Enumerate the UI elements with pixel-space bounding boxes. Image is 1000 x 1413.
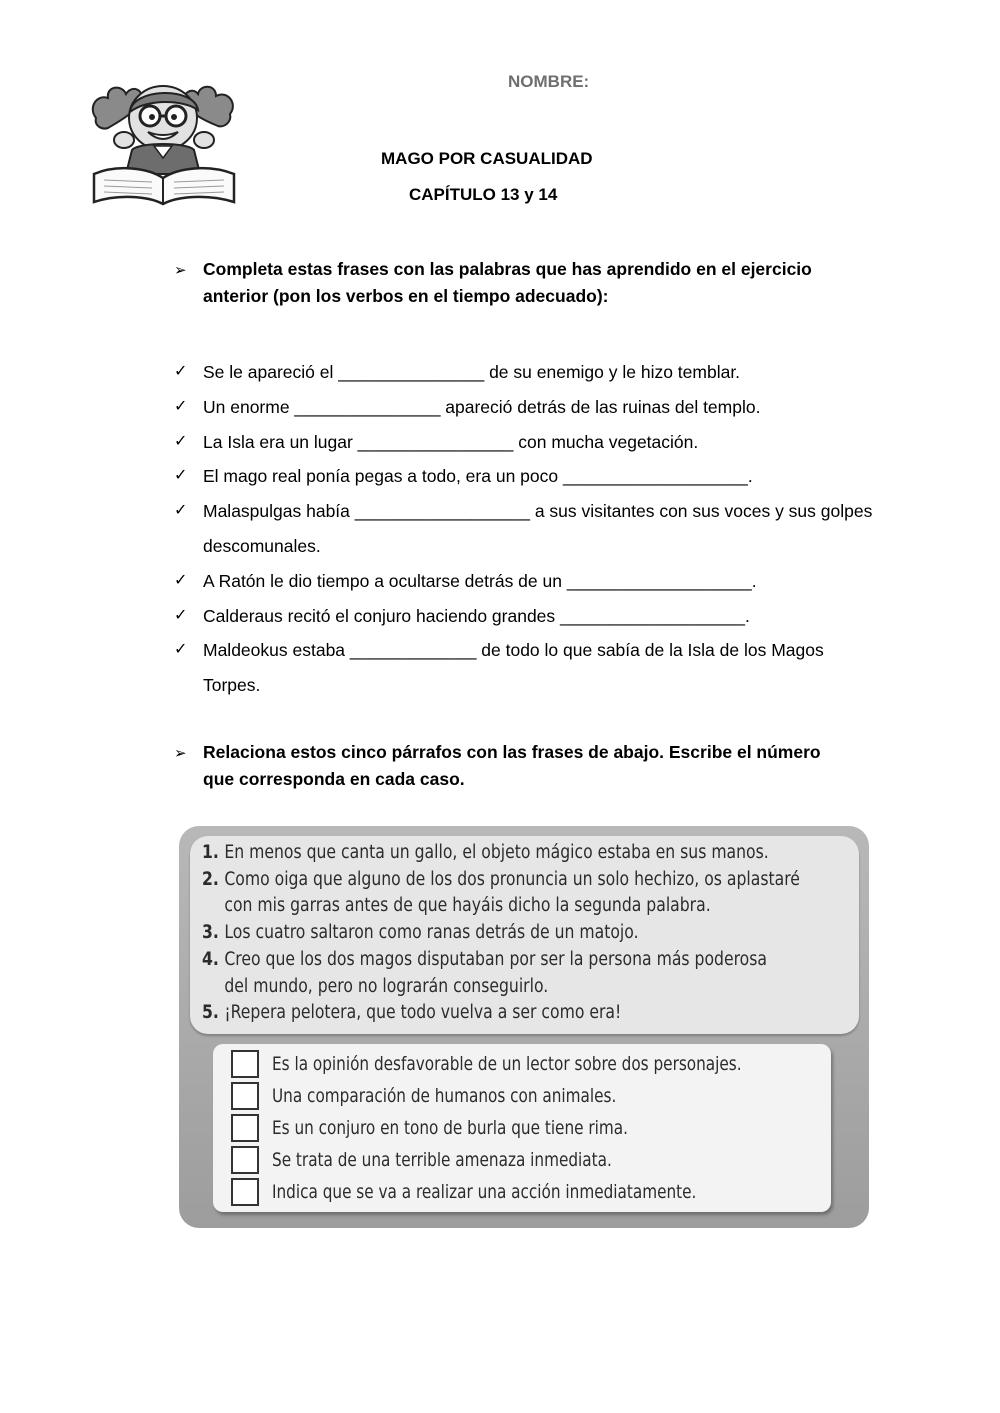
answer-checkbox[interactable] xyxy=(231,1146,259,1174)
check-icon: ✓ xyxy=(174,467,188,485)
name-label: NOMBRE: xyxy=(508,72,590,91)
paragraph-number: 1. xyxy=(202,842,219,863)
paragraph-number: 2. xyxy=(202,868,219,890)
paragraph-text: Como oiga que alguno de los dos pronuncia un solo hechizo, os aplastaré xyxy=(224,868,800,890)
paragraph-text: ¡Repera pelotera, que todo vuelva a ser como era! xyxy=(224,1002,622,1024)
paragraph-item-continued xyxy=(202,893,856,920)
sentence-text: La Isla era un lugar ________________ con mucha vegetación. xyxy=(203,431,699,452)
paragraph-number: 3. xyxy=(202,922,219,944)
list-item xyxy=(174,494,874,564)
instruction-2-text: Relaciona estos cinco párrafos con las frases de abajo. Escribe el número que corresponda en cada caso. xyxy=(203,742,821,789)
book-title: MAGO POR CASUALIDAD xyxy=(381,149,593,168)
answer-checkbox[interactable] xyxy=(231,1082,259,1110)
statement-text: Indica que se va a realizar una acción inmediatamente. xyxy=(272,1181,697,1203)
answer-checkbox[interactable] xyxy=(231,1178,259,1206)
statements-list xyxy=(231,1048,838,1208)
paragraph-text: con mis garras antes de que hayáis dicho la segunda palabra. xyxy=(224,895,711,917)
statements-panel xyxy=(213,1044,831,1212)
answer-checkbox[interactable] xyxy=(231,1114,259,1142)
list-item xyxy=(174,633,874,703)
answer-checkbox[interactable] xyxy=(231,1050,259,1078)
list-item xyxy=(174,390,874,425)
paragraph-item xyxy=(202,920,856,947)
girl-reading-illustration xyxy=(88,78,238,206)
list-item xyxy=(174,564,874,599)
sentence-text: Maldeokus estaba _____________ de todo lo que sabía de la Isla de los Magos Torpes. xyxy=(203,640,824,696)
statement-text: Es un conjuro en tono de burla que tiene rima. xyxy=(272,1117,628,1139)
instruction-2 xyxy=(174,739,854,793)
sentence-text: Malaspulgas había __________________ a sus visitantes con sus voces y sus golpes descomunales. xyxy=(203,501,873,556)
paragraph-item xyxy=(202,867,856,894)
statement-text: Una comparación de humanos con animales. xyxy=(272,1085,617,1107)
check-icon: ✓ xyxy=(174,641,188,659)
chapter-heading: CAPÍTULO 13 y 14 xyxy=(409,185,558,204)
list-item xyxy=(174,459,874,494)
paragraph-text: En menos que canta un gallo, el objeto mágico estaba en sus manos. xyxy=(224,842,769,863)
fill-in-sentences-list xyxy=(174,355,874,703)
sentence-text: Un enorme _______________ apareció detrás de las ruinas del templo. xyxy=(203,396,761,417)
statement-item xyxy=(231,1176,838,1208)
paragraph-item-continued xyxy=(202,974,856,1001)
paragraph-number: 4. xyxy=(202,948,219,970)
sentence-text: El mago real ponía pegas a todo, era un poco ___________________. xyxy=(203,466,753,487)
paragraph-text: del mundo, pero no lograrán conseguirlo. xyxy=(224,975,549,997)
sentence-text: Calderaus recitó el conjuro haciendo grandes ___________________. xyxy=(203,605,750,626)
arrow-bullet-icon: ➢ xyxy=(174,262,187,279)
statement-item xyxy=(231,1080,838,1112)
instruction-1 xyxy=(174,256,854,310)
arrow-bullet-icon: ➢ xyxy=(174,745,187,762)
list-item xyxy=(174,599,874,634)
paragraph-item xyxy=(202,947,856,974)
statement-text: Se trata de una terrible amenaza inmediata. xyxy=(272,1149,612,1171)
sentence-text: Se le apareció el _______________ de su enemigo y le hizo temblar. xyxy=(203,362,741,382)
paragraph-text: Los cuatro saltaron como ranas detrás de un matojo. xyxy=(224,922,639,944)
paragraph-item xyxy=(202,840,856,867)
paragraph-number: 5. xyxy=(202,1002,219,1024)
statement-item xyxy=(231,1144,838,1176)
check-icon: ✓ xyxy=(174,606,188,624)
check-icon: ✓ xyxy=(174,571,188,589)
list-item xyxy=(174,355,874,390)
statement-text: Es la opinión desfavorable de un lector sobre dos personajes. xyxy=(272,1053,742,1075)
paragraphs-list xyxy=(202,840,856,1027)
check-icon: ✓ xyxy=(174,502,188,520)
paragraphs-panel xyxy=(190,836,859,1034)
sentence-text: A Ratón le dio tiempo a ocultarse detrás de un ___________________. xyxy=(203,570,757,591)
statement-item xyxy=(231,1112,838,1144)
check-icon: ✓ xyxy=(174,432,188,450)
check-icon: ✓ xyxy=(174,397,188,415)
list-item xyxy=(174,425,874,460)
check-icon: ✓ xyxy=(174,363,188,380)
statement-item xyxy=(231,1048,838,1080)
instruction-1-text: Completa estas frases con las palabras que has aprendido en el ejercicio anterior (pon los verbos en el tiempo adecuado): xyxy=(203,259,812,306)
paragraph-text: Creo que los dos magos disputaban por ser la persona más poderosa xyxy=(224,948,767,970)
paragraph-item xyxy=(202,1000,856,1027)
